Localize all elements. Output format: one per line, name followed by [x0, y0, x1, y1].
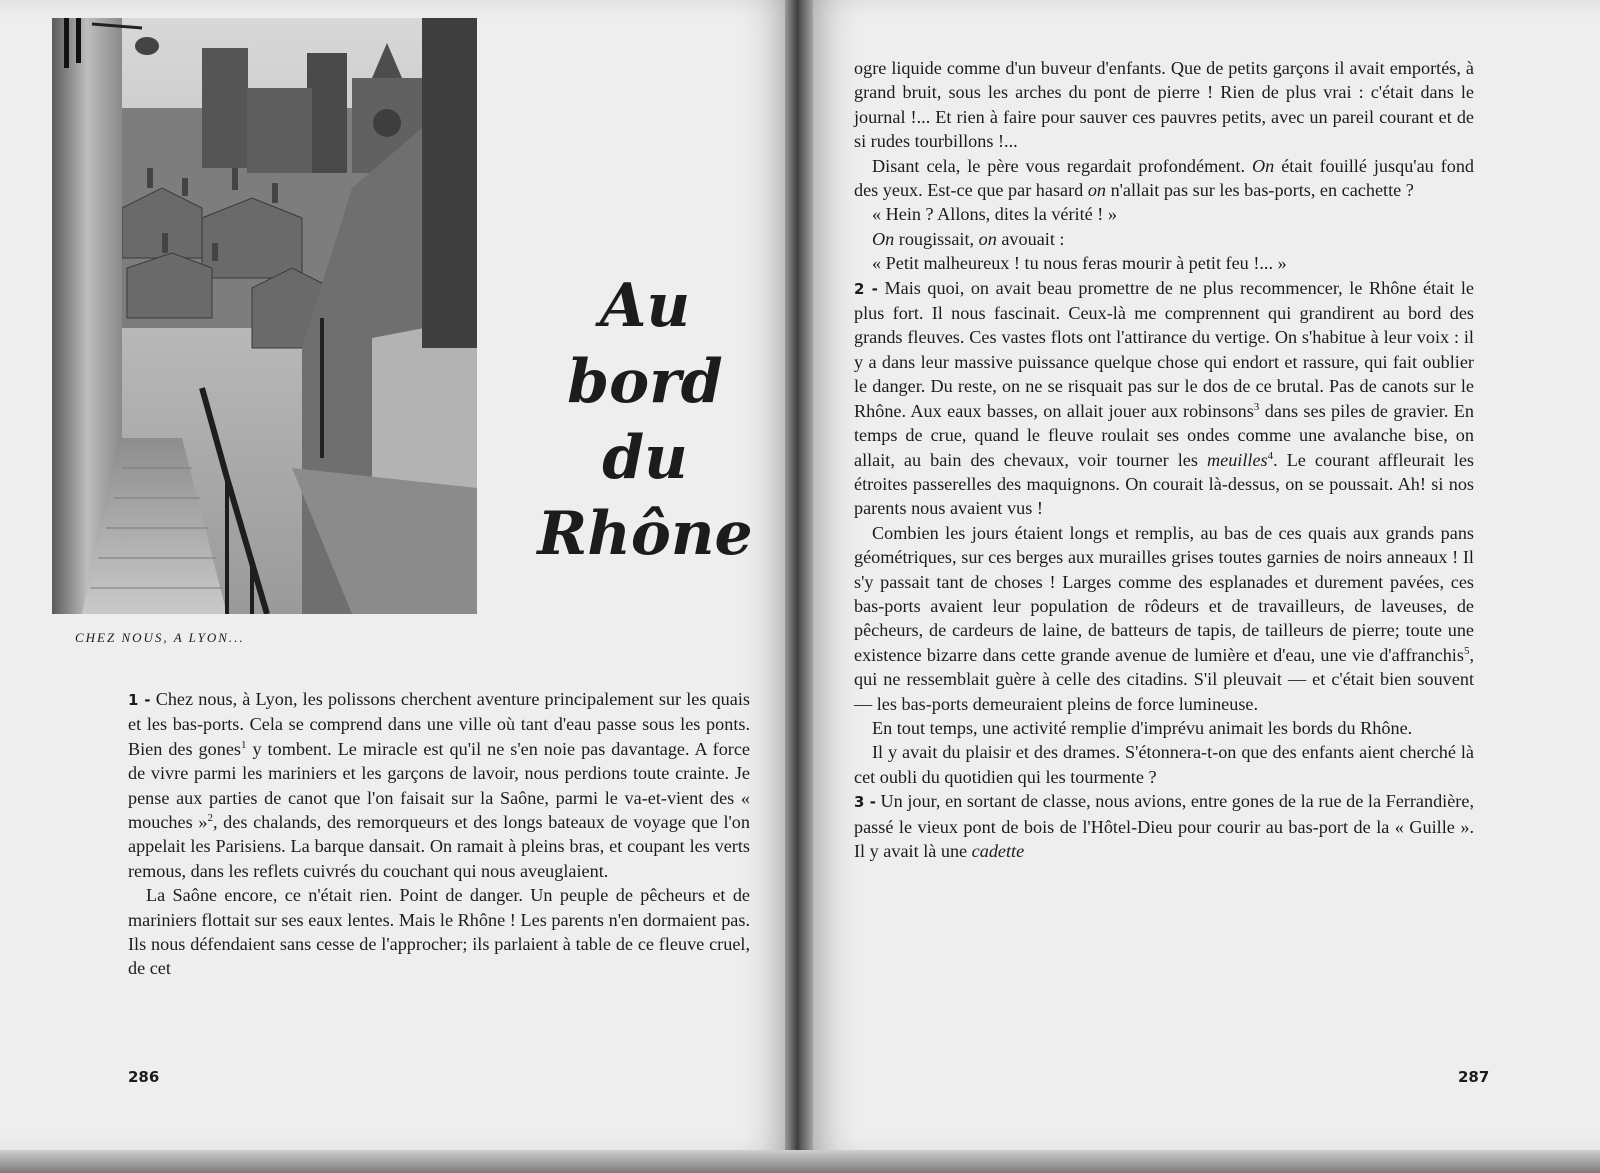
paragraph: Il y avait du plaisir et des drames. S'étonnera-t-on que des enfants aient cherché là cet oubli du quotidien qui les tourmente ?	[854, 742, 1474, 787]
right-text-column	[854, 56, 1474, 863]
text-run: , qui ne ressemblait guère à celle des citadins. S'il pleuvait — et c'était bien souvent — les bas-ports demeuraient pleins de force lumineuse.	[854, 644, 1474, 714]
paragraph-section-3	[854, 789, 1474, 863]
text-run: n'allait pas sur les bas-ports, en cachette ?	[1110, 180, 1414, 201]
text-run: Un jour, en sortant de classe, nous avions, entre gones de la rue de la Ferrandière, passé le vieux pont de bois de l'Hôtel-Dieu pour courir au bas-port de la « Guille ». Il y avait là une	[854, 791, 1474, 861]
chapter-title	[520, 268, 770, 572]
paragraph	[854, 154, 1474, 203]
section-number: 2 -	[854, 279, 878, 298]
paragraph: ogre liquide comme d'un buveur d'enfants. Que de petits garçons il avait emportés, à grand bruit, sous les arches du pont de pierre ! Rien de plus vrai : c'était dans le journal !... Et rien à faire pour sauver ces pauvres petits, avec un pareil courant et de si rudes tourbillons !...	[854, 58, 1474, 152]
text-run: Chez nous, à Lyon, les polissons cherchent aventure principalement sur les quais et les bas-ports. Cela se comprend dans une ville où tant d'eau passe sous les ponts. Bien des gones	[128, 689, 750, 759]
italic-word: on	[978, 228, 997, 249]
section-number: 1 -	[128, 691, 151, 709]
left-page	[0, 0, 792, 1155]
paragraph-section-2	[854, 276, 1474, 521]
italic-word: cadette	[971, 841, 1025, 861]
paragraph	[854, 521, 1474, 716]
italic-word: meuilles	[1207, 449, 1268, 470]
footnote-ref: 5	[1463, 644, 1470, 657]
text-run: dans ses piles de gravier. En temps de crue, quand le fleuve roulait ses ondes comme une avalanche bise, on allait, au bain des chevaux, voir tourner les	[854, 400, 1475, 470]
footnote-ref: 3	[1253, 400, 1260, 413]
footnote-ref: 2	[207, 811, 213, 824]
text-run: Combien les jours étaient longs et remplis, au bas de ces quais aux grands pans géométriques, sur ces berges aux murailles grises toutes garnies de noirs anneaux ! Il s'y passait tant de choses ! Larges comme des esplanades et durement pavées, ces bas-ports avaient leur population de rôdeurs et de travailleurs, de laveuses, de pêcheurs, de cardeurs de laine, de batteurs de tapis, de tailleurs de pierre; toute une existence bizarre dans cette grande avenue de lumière et d'eau, une vie d'affranchis	[854, 522, 1474, 665]
italic-word: on	[1087, 180, 1107, 201]
text-run: Disant cela, le père vous regardait profondément.	[872, 155, 1246, 176]
text-run: Mais quoi, on avait beau promettre de ne plus recommencer, le Rhône était le plus fort. Il nous fascinait. Ceux-là me comprennent qui grandirent au bord des grands fleuves. Ces vastes flots ont l'attirance du vertige. On s'habitue à leur voix : il y a dans leur massive puissance quelque chose qui endort et rassure, qui fait oublier le danger. Du reste, on ne se risquait pas sur le dos de ce brutal. Pas de canots sur le Rhône. Aux eaux basses, on allait jouer aux robinsons	[854, 277, 1474, 421]
page-number: 287	[1458, 1068, 1490, 1086]
dialogue-line	[854, 227, 1474, 251]
dialogue-line: « Petit malheureux ! tu nous feras mourir à petit feu !... »	[872, 253, 1287, 274]
text-run: était fouillé jusqu'au fond des yeux. Est-ce que par hasard	[854, 155, 1475, 201]
italic-word: On	[1251, 155, 1275, 176]
paragraph-2: La Saône encore, ce n'était rien. Point de danger. Un peuple de pêcheurs et de mariniers flottait sur ses eaux lentes. Mais le Rhône ! Les parents n'en dormaient pas. Ils nous défendaient sans cesse de l'approcher; ils parlaient à table de ce fleuve cruel, de cet	[128, 885, 750, 979]
text-run: . Le courant affleurait les étroites passerelles des maquignons. On courait là-dessus, on se poussait. Ah! si nos parents nous avaient vus !	[854, 449, 1475, 519]
dialogue-line: « Hein ? Allons, dites la vérité ! »	[872, 204, 1117, 225]
page-number: 286	[128, 1068, 160, 1086]
page-bottom-edge	[0, 1150, 1600, 1173]
text-run: y tombent. Le miracle est qu'il ne s'en noie pas davantage. A force de vivre parmi les mariniers et les garçons de lavoir, nous perdions toute crainte. Je pense aux parties de canot que l'on faisait sur la Saône, parmi le va-et-vient des « mouches »	[128, 738, 751, 833]
italic-word: On	[872, 228, 895, 249]
photo-lyon-steps	[52, 18, 477, 614]
text-run: avouait :	[996, 228, 1065, 249]
footnote-ref: 4	[1267, 449, 1274, 462]
section-number: 3 -	[854, 793, 876, 812]
paragraph-1	[128, 687, 750, 883]
book-gutter	[785, 0, 813, 1173]
photo-caption: CHEZ NOUS, A LYON...	[75, 630, 245, 645]
paragraph: En tout temps, une activité remplie d'imprévu animait les bords du Rhône.	[872, 717, 1413, 738]
text-run: rougissait,	[894, 228, 979, 249]
chapter-title-line-2: du Rhône	[537, 423, 753, 569]
left-text-column	[128, 687, 750, 981]
chapter-title-line-1: Au bord	[567, 271, 723, 417]
footnote-ref: 1	[241, 738, 247, 751]
text-run: , des chalands, des remorqueurs et des longs bateaux de voyage que l'on appelait les Parisiens. La barque dansait. On ramait à pleins bras, et coupant les verts remous, dans les reflets cuivrés du couchant qui nous aveuglaient.	[128, 812, 750, 881]
